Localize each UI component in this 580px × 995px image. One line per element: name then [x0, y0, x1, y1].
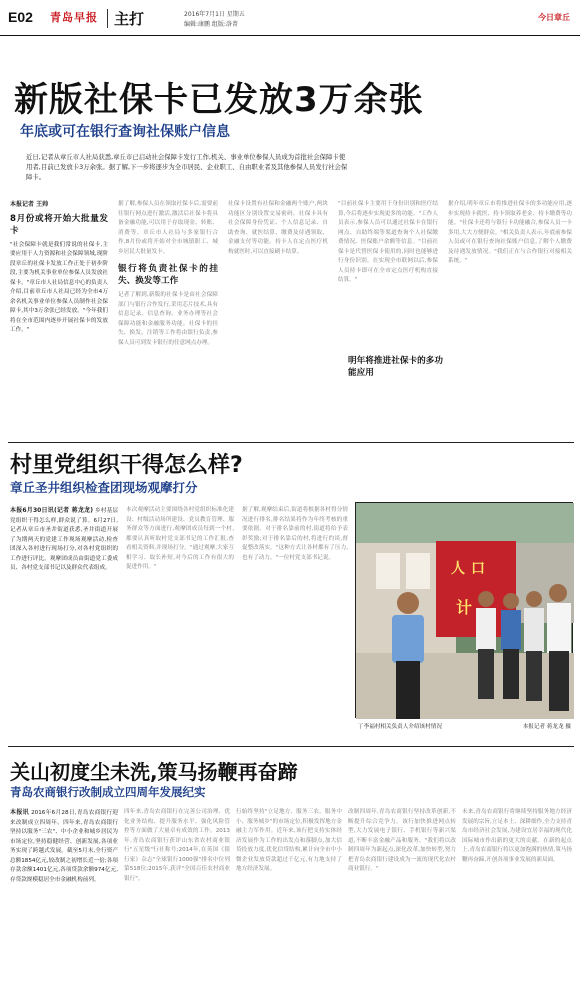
sign-char-3: 计: [456, 598, 473, 617]
article1-text-6: 据介绍,明年章丘市将推进社保卡的多功能应用,逐步实现持卡就医、持卡领取养老金、持卡缴费等功能。"社保卡还将与银行卡功能融合,参保人员一卡多用,大大方便群众。"相关负责人表示,年底前参保人员或可在银行查询社保账户信息,了解个人缴费及待遇发放情况。"我们正在与合作银行对接相关系统。": [448, 201, 572, 264]
article3-text-3: 行始终坚持"立足地方、服务三农、服务中小、服务城乡"的市场定位,积极发挥地方金融主力军作用。近年来,该行把支持实体经济发展作为工作的出发点和落脚点,加大信贷投放力度,优化信贷结构,累计向全市中小微企业发放贷款超过千亿元,有力地支持了地方经济发展。: [236, 809, 342, 872]
photo-credit: 本报记者 蒋龙龙 摄: [522, 724, 571, 730]
newspaper-logo: 青岛早报: [50, 11, 98, 24]
article1-column-4: [338, 200, 438, 438]
editor-credits: 编辑:康鹏 组版:洛菁: [184, 21, 238, 28]
article3-column-1: [10, 808, 118, 990]
news-photo: [355, 502, 573, 718]
article3-text-5: 未来,青岛农商银行将继续坚持服务地方经济发展的宗旨,立足本土、深耕细作,全力支持青岛市经济社会发展,为建设宜居幸福的现代化国际城市作出新的更大的贡献。在新的起点上,青岛农商银行将以更加饱满的热情,策马扬鞭再奋蹄,开创各项事业发展的新局面。: [462, 809, 572, 863]
article2-byline: 本报6月30日讯(记者 蒋龙龙): [10, 507, 93, 514]
article1-byline: 本报记者 王帅: [10, 201, 49, 208]
article3-column-2: [124, 808, 230, 990]
divider: [8, 746, 574, 747]
article1-text-2: 据了解,参保人员在领取社保卡后,需要前往银行网点进行激活,激活后社保卡将具备金融功能,可以用于存取现金、转账、消费等。章丘市人社局与多家银行合作,8月份或将开始对全市城镇职工、城乡居民大批量发卡。: [118, 201, 218, 255]
article2-column-1: [10, 506, 118, 734]
sign-char-1: 人: [451, 561, 465, 577]
photo-caption: 丁李福村相关负责人介绍该村情况: [358, 724, 442, 730]
photo-caption-bar: [358, 722, 573, 730]
article3-subheadline: 青岛农商银行改制成立四周年发展纪实: [10, 785, 206, 799]
article2-column-3: [242, 506, 348, 734]
article2-text-2: 本次观摩活动主要围绕各村党组织标准化建设、村级活动场所建设、党员教育管理、服务群众等方面进行,观摩团成员每到一个村,都要认真听取村党支部书记的工作汇报,查看相关资料,并现场打分。"通过观摩,大家互相学习、取长补短,对今后的工作有很大的促进作用。": [126, 507, 234, 570]
article3-column-4: [348, 808, 456, 990]
article3-headline[interactable]: 关山初度尘未洗,策马扬鞭再奋蹄: [10, 760, 298, 784]
article2-subheadline: 章丘圣井组织检查团现场观摩打分: [10, 480, 198, 495]
issue-date: 2016年7月1日 星期五: [184, 11, 245, 18]
divider: [8, 442, 574, 443]
article2-column-2: [126, 506, 234, 734]
column-label: 今日章丘: [538, 13, 570, 22]
header-divider: [107, 9, 108, 28]
article1-lead: 近日,记者从章丘市人社局获悉,章丘市已启动社会保障卡发行工作,机关、事业单位参保人员成为首批社会保障卡使用者,目前已发放卡3万余张。据了解,下一步将逐步为全市居民、企业职工、自由职业者及其他参保人员发行社会保障卡。: [26, 153, 348, 181]
article2-text-1: 乡村基层党组织干得怎么样,群众说了算。6月27日,记者从章丘市圣井街道获悉,圣井街道开展了为期两天的党建工作现场观摩活动,检查团深入各村进行现场打分,对各村党组织的工作进行评比。观摩团成员由街道党工委成员、各村党支部书记以及群众代表组成。: [10, 508, 118, 571]
article1-subhead-3: 明年将推进社保卡的多功能应用: [348, 356, 443, 378]
article3-text-2: 四年来,青岛农商银行在完善公司治理、优化业务结构、提升服务水平、强化风险管控等方面做了大量卓有成效的工作。2013年,青岛农商银行获评山东省农村商业银行"五星级"行社称号;2014年,在英国《银行家》杂志"全球银行1000强"排名中位列第518位;2015年,获评"全国百佳农村商业银行"。: [124, 809, 230, 882]
article1-text-4: 社保卡设置有社保和金融两个账户,两块功能区分别设置交易密码。社保卡具有社会保障身份凭证、个人信息记录、自助查询、就医结算、缴费及待遇领取、金融支付等功能。持卡人在定点医疗机构就医时,可以直接刷卡结算。: [228, 201, 328, 255]
article3-text-4: 改制四周年,青岛农商银行坚持改革创新,不断提升综合竞争力。该行加快推进网点转型,大力发展电子银行、手机银行等新兴渠道,不断丰富金融产品和服务。"我们将以改制四周年为新起点,深化改革,加快转型,努力把青岛农商银行建设成为一流的现代化农村商业银行。": [348, 809, 456, 872]
article1-text-1: "社会保障卡就是我们常说的社保卡,主要应用于人力资源和社会保障领域,现阶段章丘的社保卡发放工作正处于初步阶段,主要为机关事业单位参保人员发放社保卡。"章丘市人社局信息中心的负责人介绍,目前章丘市人社局已经为全市4万余名机关事业单位参保人员制作社会保障卡,其中3万余张已经发放。"今年我们将在全市范围内逐步开展社保卡的发放工作。": [10, 241, 108, 333]
article3-byline: 本报讯: [10, 809, 29, 816]
article1-column-2: [118, 200, 218, 438]
article1-text-5: "目前社保卡主要用于身份识别和医疗结算,今后将逐步实现更多的功能。"工作人员表示,参保人员可以通过社保卡在银行网点、自助终端等渠道查询个人社保缴费情况、医保账户余额等信息。"目前社保卡是代替医保卡使用的,同时也能够进行身份识别。在实现全市联网以后,参保人员持卡即可在全市定点医疗机构直接结算。": [338, 201, 438, 283]
article3-column-5: [462, 808, 572, 990]
page-code: E02: [8, 9, 33, 25]
article1-subhead-1: 8月份或将开始大批量发卡: [10, 213, 108, 236]
article1-subhead-2: 银行将负责社保卡的挂失、换发等工作: [118, 264, 218, 286]
article1-headline[interactable]: 新版社保卡已发放3万余张: [14, 80, 424, 120]
section-title: 主打: [114, 10, 145, 28]
article1-column-1: [10, 200, 108, 438]
article1-column-3: [228, 200, 328, 438]
photo-illustration: [356, 503, 574, 719]
article2-text-3: 据了解,观摩结束后,街道将根据各村得分情况进行排名,排名结果将作为年终考核的重要依据。对于排名靠前的村,街道将给予表彰奖励;对于排名靠后的村,将进行约谈,督促整改落实。"这种方式让各村都有了压力,也有了动力。"一位村党支部书记说。: [242, 507, 348, 561]
article2-headline[interactable]: 村里党组织干得怎么样?: [10, 453, 243, 478]
sign-char-2: 口: [471, 561, 485, 577]
article3-column-3: [236, 808, 342, 990]
article1-text-3: 记者了解到,新版的社保卡是由社会保障部门与银行合作发行,采用芯片技术,具有信息记录、信息查询、业务办理等社会保障功能和金融服务功能。社保卡的挂失、换发、注销等工作将由银行负责,参保人员可到发卡银行的任意网点办理。: [118, 292, 218, 346]
page-header: [0, 0, 580, 36]
article3-text-1: 2016年6月28日,青岛农商银行迎来改制成立四周年。四年来,青岛农商银行坚持以服务"三农"、中小企业和城乡居民为市场定位,坚持稳健经营、创新发展,各项业务实现了跨越式发展。截至5月末,全行资产总额1854亿元,较改制之初增长近一倍;各项存款余额1401亿元,各项贷款余额974亿元,存贷款规模稳居全市金融机构前列。: [10, 810, 118, 883]
article1-subheadline: 年底或可在银行查询社保账户信息: [20, 124, 230, 140]
